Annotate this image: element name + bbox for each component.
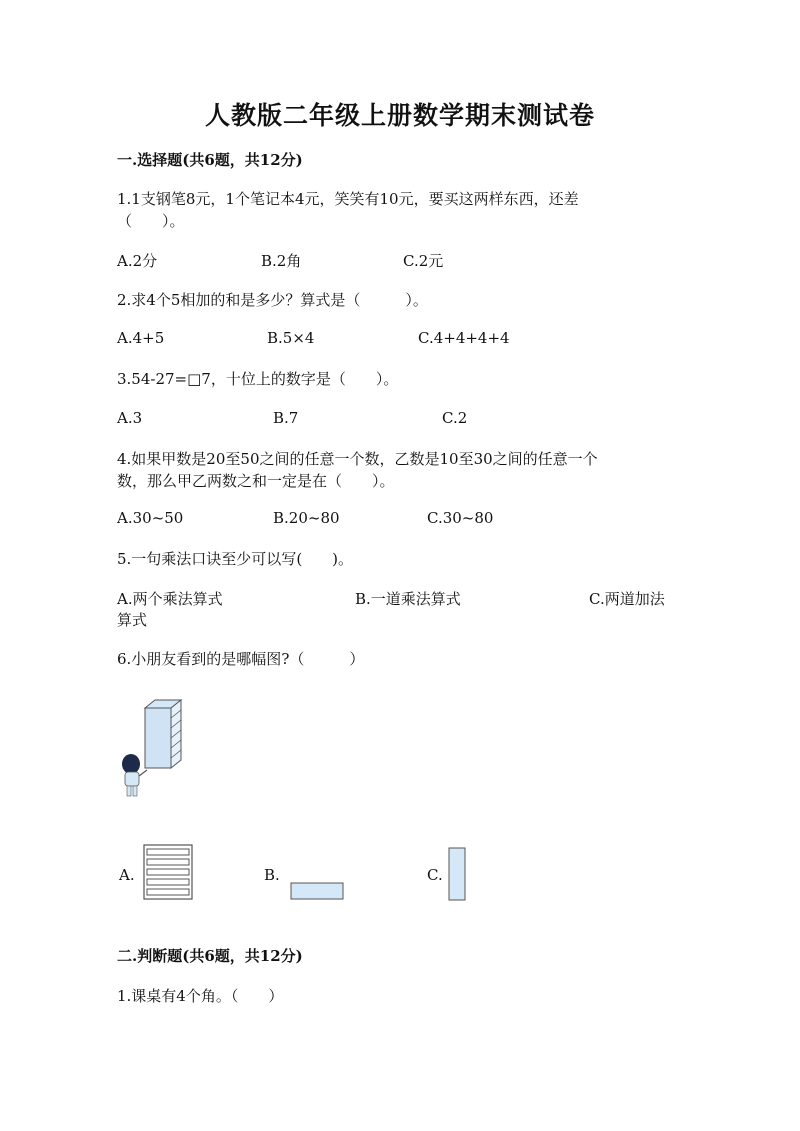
child-viewing-shelf-illustration: [115, 698, 195, 808]
question-2-option-b[interactable]: B.5×4: [267, 329, 315, 347]
question-4-option-c[interactable]: C.30~80: [427, 509, 494, 527]
question-6-text: 6.小朋友看到的是哪幅图?（ ）: [117, 650, 365, 668]
question-1-text: 1.1支钢笔8元，1个笔记本4元，笑笑有10元，要买这两样东西，还差: [117, 190, 579, 208]
question-3-option-c[interactable]: C.2: [442, 409, 468, 427]
page-title: 人教版二年级上册数学期末测试卷: [204, 101, 595, 130]
question-4-option-b[interactable]: B.20~80: [273, 509, 340, 527]
question-3-text: 3.54-27=□7，十位上的数字是（ ）。: [117, 370, 399, 388]
question-2-text: 2.求4个5相加的和是多少？算式是（ ）。: [117, 291, 428, 309]
question-1-option-c[interactable]: C.2元: [403, 252, 444, 270]
question-5-option-b[interactable]: B.一道乘法算式: [355, 590, 461, 608]
question-4-text: 4.如果甲数是20至50之间的任意一个数，乙数是10至30之间的任意一个: [117, 450, 598, 468]
question-5-option-a[interactable]: A.两个乘法算式: [117, 590, 223, 608]
option-a-shelf-front-view[interactable]: [143, 844, 193, 900]
question-5-option-c-cont: 算式: [117, 611, 148, 629]
question-3-option-b[interactable]: B.7: [273, 409, 299, 427]
question-6-option-a[interactable]: A.: [119, 866, 135, 884]
judgment-question-1-text: 1.课桌有4个角。（ ）: [117, 987, 284, 1005]
question-2-option-a[interactable]: A.4+5: [117, 329, 165, 347]
question-1-option-a[interactable]: A.2分: [117, 252, 158, 270]
question-1-option-b[interactable]: B.2角: [261, 252, 302, 270]
question-3-option-a[interactable]: A.3: [117, 409, 143, 427]
option-b-horizontal-rectangle[interactable]: [290, 882, 344, 900]
question-4-text-cont: 数，那么甲乙两数之和一定是在（ ）。: [117, 472, 395, 490]
section-heading-choice: 一.选择题(共6题，共12分): [117, 151, 303, 169]
option-c-vertical-rectangle[interactable]: [448, 847, 466, 901]
question-5-option-c[interactable]: C.两道加法: [589, 590, 665, 608]
question-1-text-cont: （ ）。: [117, 212, 185, 230]
question-5-text: 5.一句乘法口诀至少可以写( )。: [117, 550, 354, 568]
question-4-option-a[interactable]: A.30~50: [117, 509, 184, 527]
section-heading-judgment: 二.判断题(共6题，共12分): [117, 947, 303, 965]
question-6-option-c[interactable]: C.: [427, 866, 443, 884]
question-2-option-c[interactable]: C.4+4+4+4: [418, 329, 510, 347]
question-6-option-b[interactable]: B.: [264, 866, 280, 884]
